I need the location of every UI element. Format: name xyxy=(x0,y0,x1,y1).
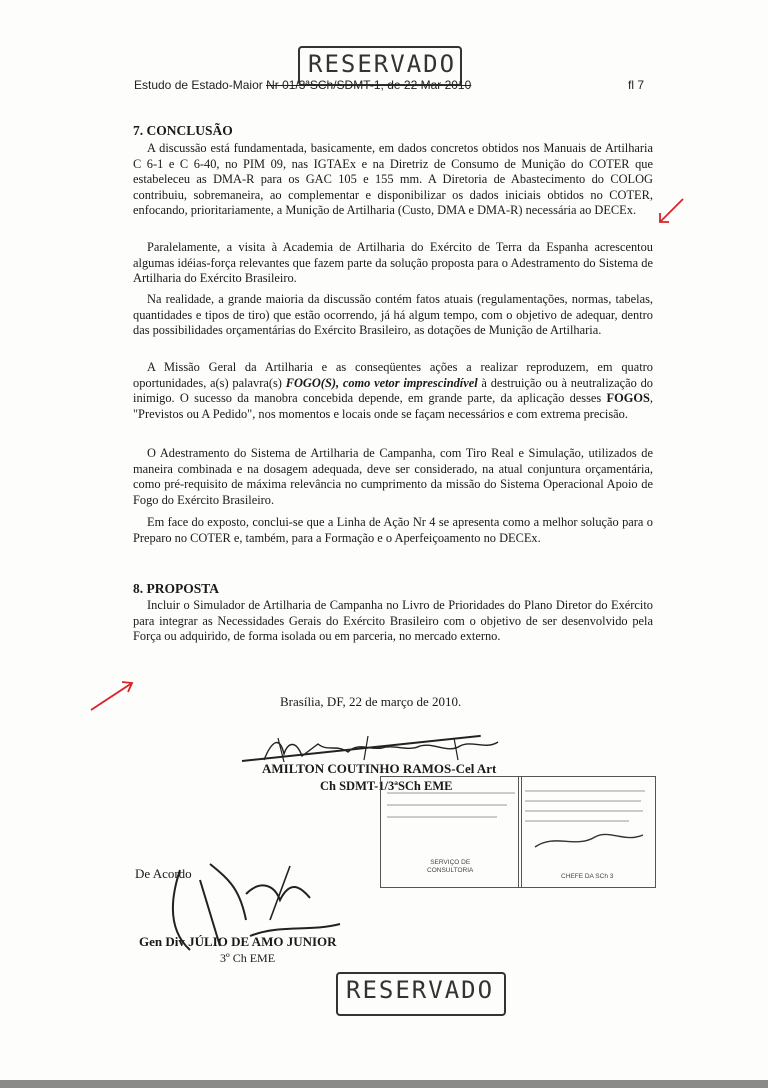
paragraph: A discussão está fundamentada, basicamente, em dados concretos obtidos nos Manuais de Artilharia C 6-1 e C 6-40, no PIM 09, nas IGTAEx e na Diretriz de Consumo de Munição do COTER que estabeleceu as DMA-R para os GAC 105 e 155 mm. A Diretoria de Abastecimento do COLOG contribuiu, sobremaneira, ao complementar e disponibilizar os dados iniciais obtidos no COTER, enfocando, prioritariamente, a Munição de Artilharia (Custo, DMA e DMA-R) necessária ao DECEx. xyxy=(133,141,653,217)
approval-label: De Acordo xyxy=(135,866,192,881)
faded-stamp-lines xyxy=(387,783,515,843)
section-title-proposal: 8. PROPOSTA xyxy=(133,581,220,596)
receipt-chief-label: CHEFE DA SCh 3 xyxy=(561,873,614,880)
receipt-stamp xyxy=(518,776,656,888)
stamp-text: RESERVADO xyxy=(308,50,457,78)
paragraph: Incluir o Simulador de Artilharia de Campanha no Livro de Prioridades do Plano Diretor do Exército para integrar as Necessidades Gerais do Exército Brasileiro com o objetivo de ser desenvolvido pela Força ou adquirido, de forma isolada ou em parceria, no mercado externo. xyxy=(133,598,653,643)
paragraph: A Missão Geral da Artilharia e as conseqüentes ações a realizar reproduzem, em quatro oportunidades, a(s) palavra(s) FOGO(S), como vetor imprescindível à destruição ou à neutralização do inimigo. O sucesso da manobra concebida depende, em grande parte, da aplicação desses FOGOS, "Previstos ou A Pedido", nos momentos e locais onde se façam necessários e com extrema precisão. xyxy=(133,360,653,421)
section-title-conclusion: 7. CONCLUSÃO xyxy=(133,123,233,138)
annotation-arrow-icon xyxy=(88,678,138,714)
annotation-arrow-icon xyxy=(655,196,687,226)
faded-stamp-lines xyxy=(525,783,649,853)
header-text: Estudo de Estado-Maior xyxy=(134,78,267,92)
reservado-stamp-bottom xyxy=(336,972,506,1016)
receipt-stamp xyxy=(380,776,522,888)
page-edge xyxy=(0,1080,768,1088)
signer-role: Ch SDMT-1/3ªSCh EME xyxy=(320,779,453,793)
general-role: 3º Ch EME xyxy=(220,951,276,965)
paragraph: Na realidade, a grande maioria da discussão contém fatos atuais (regulamentações, normas, tabelas, quantidades e tipos de tiro) que estão ocorrendo, já há algum tempo, com o objetivo de adequar, dentro das possibilidades orçamentárias do Exército Brasileiro, as dotações de Munição de Artilharia. xyxy=(133,292,653,337)
general-name: Gen Div JÚLIO DE AMO JUNIOR xyxy=(139,934,337,949)
page-number: fl 7 xyxy=(627,78,644,92)
paragraph: O Adestramento do Sistema de Artilharia de Campanha, com Tiro Real e Simulação, utilizados de maneira combinada e na dosagem adequada, deve ser considerado, na atual conjuntura orçamentária, como pré-requisito de máxima relevância no cumprimento da missão do Sistema Operacional Apoio de Fogo do Exército Brasileiro. xyxy=(133,446,653,507)
receipt-label: SERVIÇO DE CONSULTORIA xyxy=(427,859,474,874)
paragraph: Em face do exposto, conclui-se que a Linha de Ação Nr 4 se apresenta como a melhor solução para o Preparo no COTER e, também, para a Formação e o Aperfeiçoamento no DECEx. xyxy=(133,515,653,545)
signer-name: AMILTON COUTINHO RAMOS-Cel Art xyxy=(262,761,497,776)
place-date: Brasília, DF, 22 de março de 2010. xyxy=(280,694,462,709)
header-reference: Nr 01/3ªSCh/SDMT-1, de 22 Mar 2010 xyxy=(266,78,472,92)
stamp-text: RESERVADO xyxy=(346,976,495,1004)
paragraph: Paralelamente, a visita à Academia de Artilharia do Exército de Terra da Espanha acrescentou algumas idéias-força relevantes que fazem parte da solução proposta para o Adestramento do Sistema de Artilharia do Exército Brasileiro. xyxy=(133,240,653,285)
document-header xyxy=(134,78,644,92)
